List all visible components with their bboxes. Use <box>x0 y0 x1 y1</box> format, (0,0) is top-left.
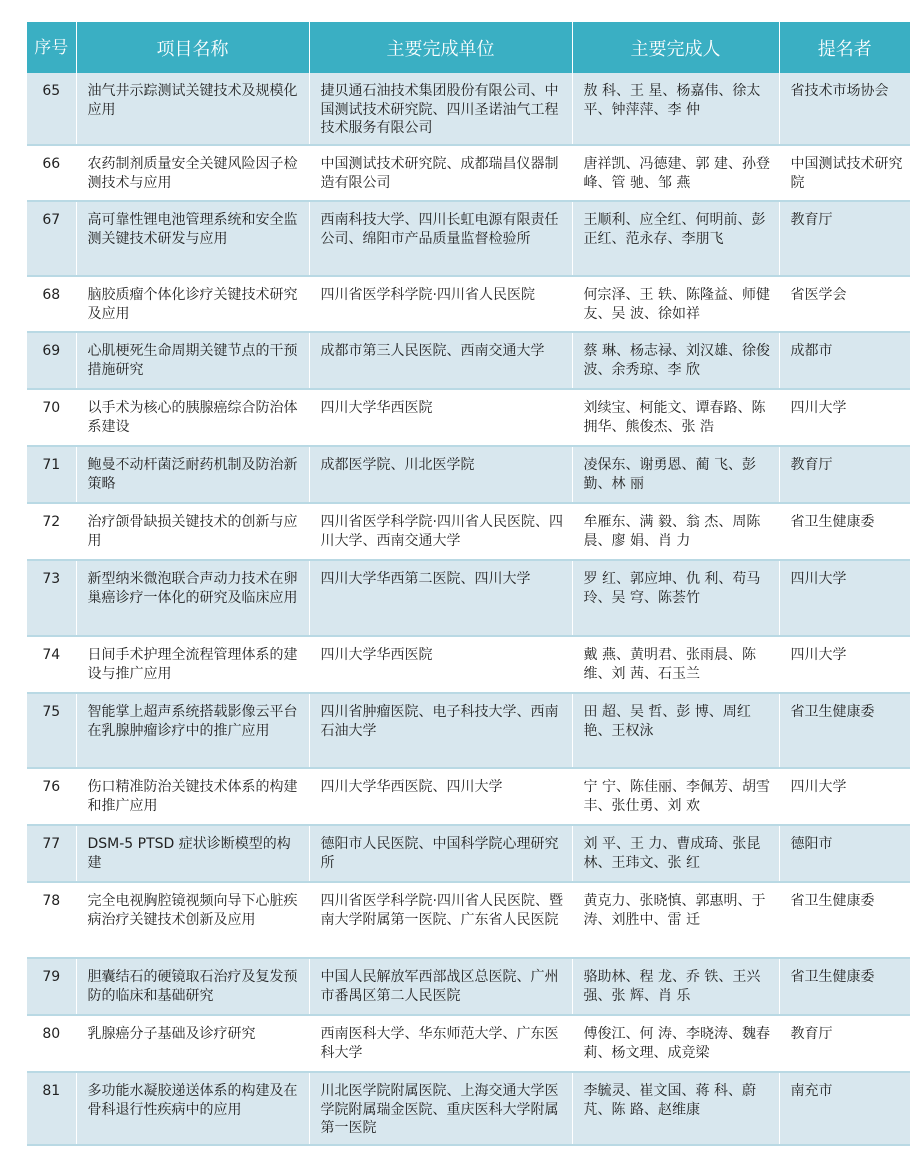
cell-nominator: 成都市 <box>779 332 910 389</box>
cell-person: 戴 燕、黄明君、张雨晨、陈 维、刘 茜、石玉兰 <box>572 636 779 693</box>
cell-person: 唐祥凯、冯德建、郭 建、孙登峰、管 驰、邹 燕 <box>572 145 779 201</box>
cell-nominator: 省卫生健康委 <box>779 503 910 560</box>
cell-project: 胆囊结石的硬镜取石治疗及复发预防的临床和基础研究 <box>76 958 309 1015</box>
table-row <box>27 446 910 503</box>
cell-unit: 四川省肿瘤医院、电子科技大学、西南石油大学 <box>309 693 572 768</box>
cell-unit: 四川省医学科学院·四川省人民医院 <box>309 276 572 332</box>
award-table <box>27 22 910 1146</box>
header-unit: 主要完成单位 <box>309 22 572 73</box>
cell-project: 多功能水凝胶递送体系的构建及在骨科退行性疾病中的应用 <box>76 1072 309 1145</box>
cell-project: 农药制剂质量安全关键风险因子检测技术与应用 <box>76 145 309 201</box>
cell-no: 81 <box>27 1072 76 1145</box>
table-row <box>27 693 910 768</box>
cell-person: 凌保东、谢勇恩、蔺 飞、彭 勤、林 丽 <box>572 446 779 503</box>
cell-nominator: 四川大学 <box>779 560 910 636</box>
cell-project: 日间手术护理全流程管理体系的建设与推广应用 <box>76 636 309 693</box>
cell-unit: 四川大学华西医院、四川大学 <box>309 768 572 825</box>
table-row <box>27 825 910 882</box>
cell-no: 66 <box>27 145 76 201</box>
cell-person: 刘 平、王 力、曹成琦、张昆林、王玮文、张 红 <box>572 825 779 882</box>
cell-unit: 成都医学院、川北医学院 <box>309 446 572 503</box>
cell-no: 75 <box>27 693 76 768</box>
cell-person: 刘续宝、柯能文、谭春路、陈拥华、熊俊杰、张 浩 <box>572 389 779 446</box>
cell-unit: 四川省医学科学院·四川省人民医院、四川大学、西南交通大学 <box>309 503 572 560</box>
table-row <box>27 1015 910 1072</box>
table-row <box>27 332 910 389</box>
cell-unit: 成都市第三人民医院、西南交通大学 <box>309 332 572 389</box>
header-person: 主要完成人 <box>572 22 779 73</box>
cell-no: 80 <box>27 1015 76 1072</box>
table-row <box>27 560 910 636</box>
table-row <box>27 958 910 1015</box>
cell-nominator: 中国测试技术研究院 <box>779 145 910 201</box>
cell-person: 王顺利、应全红、何明前、彭正红、范永存、李朋飞 <box>572 201 779 276</box>
table-row <box>27 1072 910 1145</box>
table-header-row <box>27 22 910 73</box>
cell-unit: 中国测试技术研究院、成都瑞昌仪器制造有限公司 <box>309 145 572 201</box>
header-nominator: 提名者 <box>779 22 910 73</box>
cell-nominator: 省医学会 <box>779 276 910 332</box>
cell-nominator: 四川大学 <box>779 389 910 446</box>
cell-nominator: 教育厅 <box>779 446 910 503</box>
cell-no: 72 <box>27 503 76 560</box>
cell-no: 70 <box>27 389 76 446</box>
cell-unit: 四川大学华西第二医院、四川大学 <box>309 560 572 636</box>
cell-nominator: 四川大学 <box>779 636 910 693</box>
cell-person: 宁 宁、陈佳丽、李佩芳、胡雪丰、张仕勇、刘 欢 <box>572 768 779 825</box>
cell-no: 73 <box>27 560 76 636</box>
cell-nominator: 南充市 <box>779 1072 910 1145</box>
cell-project: 以手术为核心的胰腺癌综合防治体系建设 <box>76 389 309 446</box>
table-row <box>27 145 910 201</box>
cell-project: 治疗颌骨缺损关键技术的创新与应用 <box>76 503 309 560</box>
cell-person: 李毓灵、崔文国、蒋 科、蔚 芃、陈 路、赵维康 <box>572 1072 779 1145</box>
cell-person: 蔡 琳、杨志禄、刘汉雄、徐俊波、余秀琼、李 欣 <box>572 332 779 389</box>
cell-unit: 四川大学华西医院 <box>309 389 572 446</box>
table-row <box>27 768 910 825</box>
cell-person: 黄克力、张晓慎、郭惠明、于 涛、刘胜中、雷 迁 <box>572 882 779 958</box>
table-row <box>27 882 910 958</box>
cell-unit: 德阳市人民医院、中国科学院心理研究所 <box>309 825 572 882</box>
cell-nominator: 省卫生健康委 <box>779 882 910 958</box>
cell-nominator: 德阳市 <box>779 825 910 882</box>
cell-project: 新型纳米微泡联合声动力技术在卵巢癌诊疗一体化的研究及临床应用 <box>76 560 309 636</box>
cell-unit: 西南医科大学、华东师范大学、广东医科大学 <box>309 1015 572 1072</box>
cell-no: 68 <box>27 276 76 332</box>
table-row <box>27 276 910 332</box>
cell-project: 智能掌上超声系统搭载影像云平台在乳腺肿瘤诊疗中的推广应用 <box>76 693 309 768</box>
cell-unit: 西南科技大学、四川长虹电源有限责任公司、绵阳市产品质量监督检验所 <box>309 201 572 276</box>
table-row <box>27 201 910 276</box>
cell-no: 74 <box>27 636 76 693</box>
cell-nominator: 教育厅 <box>779 1015 910 1072</box>
cell-no: 79 <box>27 958 76 1015</box>
table-row <box>27 73 910 145</box>
cell-no: 78 <box>27 882 76 958</box>
cell-no: 76 <box>27 768 76 825</box>
cell-project: 油气井示踪测试关键技术及规模化应用 <box>76 73 309 145</box>
cell-project: 脑胶质瘤个体化诊疗关键技术研究及应用 <box>76 276 309 332</box>
cell-person: 敖 科、王 星、杨嘉伟、徐太平、钟萍萍、李 仲 <box>572 73 779 145</box>
cell-project: 伤口精准防治关键技术体系的构建和推广应用 <box>76 768 309 825</box>
table-row <box>27 503 910 560</box>
cell-nominator: 省卫生健康委 <box>779 693 910 768</box>
header-project: 项目名称 <box>76 22 309 73</box>
cell-unit: 四川大学华西医院 <box>309 636 572 693</box>
cell-no: 69 <box>27 332 76 389</box>
cell-nominator: 省技术市场协会 <box>779 73 910 145</box>
cell-project: DSM-5 PTSD 症状诊断模型的构建 <box>76 825 309 882</box>
cell-project: 完全电视胸腔镜视频向导下心脏疾病治疗关键技术创新及应用 <box>76 882 309 958</box>
cell-unit: 中国人民解放军西部战区总医院、广州市番禺区第二人民医院 <box>309 958 572 1015</box>
cell-no: 65 <box>27 73 76 145</box>
header-no: 序号 <box>27 22 76 73</box>
cell-nominator: 四川大学 <box>779 768 910 825</box>
cell-project: 心肌梗死生命周期关键节点的干预措施研究 <box>76 332 309 389</box>
cell-project: 乳腺癌分子基础及诊疗研究 <box>76 1015 309 1072</box>
cell-project: 鲍曼不动杆菌泛耐药机制及防治新策略 <box>76 446 309 503</box>
cell-person: 傅俊江、何 涛、李晓涛、魏春莉、杨文理、成竞梁 <box>572 1015 779 1072</box>
cell-person: 骆助林、程 龙、乔 铁、王兴强、张 辉、肖 乐 <box>572 958 779 1015</box>
cell-no: 71 <box>27 446 76 503</box>
cell-unit: 四川省医学科学院·四川省人民医院、暨南大学附属第一医院、广东省人民医院 <box>309 882 572 958</box>
cell-person: 牟雁东、满 毅、翁 杰、周陈晨、廖 娟、肖 力 <box>572 503 779 560</box>
cell-nominator: 省卫生健康委 <box>779 958 910 1015</box>
cell-project: 高可靠性锂电池管理系统和安全监测关键技术研发与应用 <box>76 201 309 276</box>
cell-unit: 川北医学院附属医院、上海交通大学医学院附属瑞金医院、重庆医科大学附属第一医院 <box>309 1072 572 1145</box>
cell-no: 67 <box>27 201 76 276</box>
cell-person: 罗 红、郭应坤、仇 利、苟马玲、吴 穹、陈荟竹 <box>572 560 779 636</box>
cell-person: 田 超、吴 哲、彭 博、周红艳、王权泳 <box>572 693 779 768</box>
cell-unit: 捷贝通石油技术集团股份有限公司、中国测试技术研究院、四川圣诺油气工程技术服务有限公司 <box>309 73 572 145</box>
table-row <box>27 636 910 693</box>
cell-no: 77 <box>27 825 76 882</box>
cell-person: 何宗泽、王 轶、陈隆益、师健友、吴 波、徐如祥 <box>572 276 779 332</box>
table-row <box>27 389 910 446</box>
cell-nominator: 教育厅 <box>779 201 910 276</box>
